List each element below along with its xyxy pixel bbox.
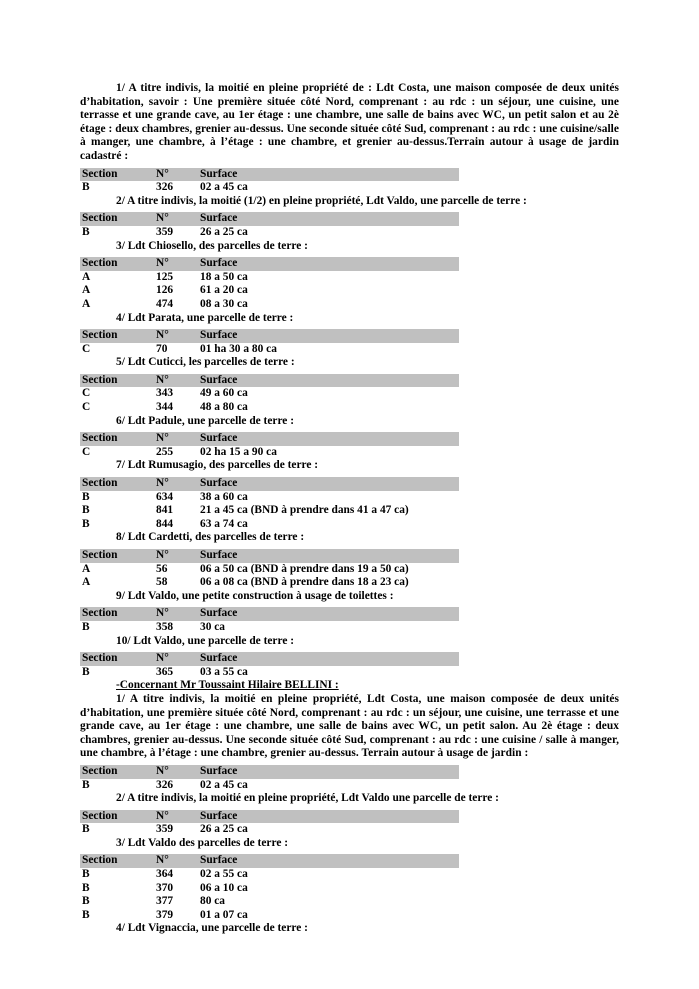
- table-row: [80, 823, 459, 837]
- column-header-surface: Surface: [200, 477, 238, 490]
- cell-surface: 48 a 80 ca: [200, 401, 248, 414]
- cell-number: 326: [156, 778, 174, 791]
- cell-number: 343: [156, 387, 174, 400]
- cell-number: 255: [156, 445, 174, 458]
- cell-surface: 61 a 20 ca: [200, 284, 248, 297]
- table-header-row: [80, 168, 459, 182]
- cell-surface: 80 ca: [200, 895, 225, 908]
- cell-section: B: [82, 868, 90, 881]
- cell-section: B: [82, 908, 90, 921]
- column-header-section: Section: [82, 809, 118, 822]
- column-header-surface: Surface: [200, 167, 238, 180]
- table-row: [80, 779, 459, 793]
- cell-surface: 01 a 07 ca: [200, 908, 248, 921]
- cell-surface: 49 a 60 ca: [200, 387, 248, 400]
- cell-section: A: [82, 562, 91, 575]
- table-header-row: [80, 765, 459, 779]
- column-header-section: Section: [82, 854, 118, 867]
- cell-section: A: [82, 576, 91, 589]
- column-header-number: N°: [156, 432, 169, 445]
- document-body: [80, 82, 619, 936]
- cell-surface: 08 a 30 ca: [200, 297, 248, 310]
- column-header-section: Section: [82, 212, 118, 225]
- cell-surface: 02 a 45 ca: [200, 778, 248, 791]
- column-header-section: Section: [82, 257, 118, 270]
- cell-number: 358: [156, 620, 174, 633]
- cell-number: 125: [156, 270, 174, 283]
- cell-surface: 03 a 55 ca: [200, 665, 248, 678]
- section-heading-text: -Concernant Mr Toussaint Hilaire BELLINI :: [116, 679, 339, 692]
- table-row: [80, 563, 459, 577]
- cadastral-table-table-2: [80, 212, 459, 239]
- cell-number: 359: [156, 225, 174, 238]
- column-header-surface: Surface: [200, 854, 238, 867]
- table-row: [80, 504, 459, 518]
- table-row: [80, 491, 459, 505]
- column-header-section: Section: [82, 373, 118, 386]
- cell-number: 326: [156, 181, 174, 194]
- column-header-number: N°: [156, 854, 169, 867]
- cell-surface: 06 a 10 ca: [200, 881, 248, 894]
- table-header-row: [80, 212, 459, 226]
- cell-number: 634: [156, 490, 174, 503]
- column-header-surface: Surface: [200, 764, 238, 777]
- table-row: [80, 895, 459, 909]
- column-header-number: N°: [156, 809, 169, 822]
- cadastral-table-table-7: [80, 477, 459, 531]
- cadastral-table-table-6: [80, 432, 459, 459]
- cell-section: B: [82, 881, 90, 894]
- table-row: [80, 298, 459, 312]
- cell-surface: 02 ha 15 a 90 ca: [200, 445, 277, 458]
- column-header-surface: Surface: [200, 373, 238, 386]
- cell-surface: 02 a 55 ca: [200, 868, 248, 881]
- column-header-number: N°: [156, 477, 169, 490]
- cell-section: B: [82, 504, 90, 517]
- item-heading-h-9: 9/ Ldt Valdo, une petite construction à usage de toilettes :: [116, 589, 394, 602]
- cell-surface: 01 ha 30 a 80 ca: [200, 342, 277, 355]
- table-row: [80, 446, 459, 460]
- cell-number: 364: [156, 868, 174, 881]
- table-row: [80, 343, 459, 357]
- cadastral-table-table-3: [80, 257, 459, 311]
- column-header-number: N°: [156, 257, 169, 270]
- cell-number: 370: [156, 881, 174, 894]
- cell-surface: 06 a 08 ca (BND à prendre dans 18 a 23 ca): [200, 576, 409, 589]
- table-header-row: [80, 810, 459, 824]
- item-heading-h-8: 8/ Ldt Cardetti, des parcelles de terre :: [116, 531, 305, 544]
- item-heading-h-10: 10/ Ldt Valdo, une parcelle de terre :: [116, 634, 295, 647]
- paragraph-p1-intro: 1/ A titre indivis, la moitié en pleine propriété de : Ldt Costa, une maison composée de deux unités d’habitation, savoir : Une première située côté Nord, comprenant : au rdc : un séjour, une cuisine, une terrasse et une grande cave, au 1er étage : une chambre, une salle de bains avec WC, un petit salon et au 2è étage : deux chambres, grenier au-dessus. Une seconde située côté Sud, comprenant : au rdc : une cuisine/salle à manger, une chambre, à l’étage : une chambre, et grenier au-dessus.Terrain autour à usage de jardin cadastré :: [80, 82, 619, 162]
- cell-section: B: [82, 665, 90, 678]
- table-row: [80, 226, 459, 240]
- cell-section: A: [82, 297, 91, 310]
- cell-number: 474: [156, 297, 174, 310]
- table-header-row: [80, 549, 459, 563]
- table-row: [80, 576, 459, 590]
- column-header-number: N°: [156, 212, 169, 225]
- cadastral-table-table-b2: [80, 810, 459, 837]
- table-header-row: [80, 374, 459, 388]
- table-row: [80, 666, 459, 680]
- cell-number: 359: [156, 823, 174, 836]
- column-header-section: Section: [82, 607, 118, 620]
- cadastral-table-table-1: [80, 168, 459, 195]
- column-header-surface: Surface: [200, 257, 238, 270]
- cell-surface: 21 a 45 ca (BND à prendre dans 41 a 47 ca): [200, 504, 409, 517]
- column-header-surface: Surface: [200, 809, 238, 822]
- table-row: [80, 271, 459, 285]
- item-heading-h-b3: 3/ Ldt Valdo des parcelles de terre :: [116, 836, 289, 849]
- cell-number: 344: [156, 401, 174, 414]
- table-row: [80, 518, 459, 532]
- table-header-row: [80, 854, 459, 868]
- cell-section: C: [82, 387, 91, 400]
- column-header-surface: Surface: [200, 549, 238, 561]
- table-header-row: [80, 432, 459, 446]
- column-header-surface: Surface: [200, 607, 238, 620]
- cell-number: 70: [156, 342, 168, 355]
- cell-section: C: [82, 342, 91, 355]
- cell-surface: 63 a 74 ca: [200, 517, 248, 530]
- cadastral-table-table-5: [80, 374, 459, 415]
- table-header-row: [80, 652, 459, 666]
- column-header-section: Section: [82, 652, 118, 665]
- table-header-row: [80, 329, 459, 343]
- table-row: [80, 868, 459, 882]
- table-header-row: [80, 477, 459, 491]
- item-heading-h-b4: 4/ Ldt Vignaccia, une parcelle de terre :: [116, 922, 308, 935]
- cell-section: C: [82, 445, 91, 458]
- column-header-section: Section: [82, 477, 118, 490]
- cell-section: A: [82, 284, 91, 297]
- cell-surface: 38 a 60 ca: [200, 490, 248, 503]
- cell-section: B: [82, 895, 90, 908]
- item-heading-h-2: 2/ A titre indivis, la moitié (1/2) en pleine propriété, Ldt Valdo, une parcelle de terre :: [116, 194, 527, 207]
- column-header-section: Section: [82, 432, 118, 445]
- cell-number: 379: [156, 908, 174, 921]
- cell-number: 841: [156, 504, 174, 517]
- column-header-number: N°: [156, 764, 169, 777]
- cadastral-table-table-9: [80, 607, 459, 634]
- table-row: [80, 621, 459, 635]
- column-header-section: Section: [82, 764, 118, 777]
- cell-number: 126: [156, 284, 174, 297]
- cell-number: 58: [156, 576, 168, 589]
- column-header-number: N°: [156, 549, 169, 561]
- cell-surface: 26 a 25 ca: [200, 225, 248, 238]
- cell-surface: 06 a 50 ca (BND à prendre dans 19 a 50 ca): [200, 562, 409, 575]
- cadastral-table-table-b1: [80, 765, 459, 792]
- cell-section: A: [82, 270, 91, 283]
- column-header-section: Section: [82, 549, 118, 561]
- cell-section: B: [82, 225, 90, 238]
- cell-section: B: [82, 823, 90, 836]
- cell-surface: 18 a 50 ca: [200, 270, 248, 283]
- column-header-number: N°: [156, 652, 169, 665]
- item-heading-h-3: 3/ Ldt Chiosello, des parcelles de terre :: [116, 239, 308, 252]
- column-header-surface: Surface: [200, 212, 238, 225]
- table-row: [80, 387, 459, 401]
- table-row: [80, 882, 459, 896]
- column-header-section: Section: [82, 329, 118, 342]
- cell-surface: 30 ca: [200, 620, 225, 633]
- cadastral-table-table-b3: [80, 854, 459, 922]
- column-header-surface: Surface: [200, 329, 238, 342]
- table-header-row: [80, 607, 459, 621]
- item-heading-h-4: 4/ Ldt Parata, une parcelle de terre :: [116, 311, 294, 324]
- item-heading-h-7: 7/ Ldt Rumusagio, des parcelles de terre :: [116, 459, 319, 472]
- cell-section: B: [82, 181, 90, 194]
- table-header-row: [80, 257, 459, 271]
- cell-section: C: [82, 401, 91, 414]
- cadastral-table-table-10: [80, 652, 459, 679]
- item-heading-h-5: 5/ Ldt Cuticci, les parcelles de terre :: [116, 356, 295, 369]
- cell-section: B: [82, 620, 90, 633]
- column-header-number: N°: [156, 607, 169, 620]
- table-row: [80, 401, 459, 415]
- item-heading-h-b2: 2/ A titre indivis, la moitié en pleine propriété, Ldt Valdo une parcelle de terre :: [116, 792, 499, 805]
- cell-number: 844: [156, 517, 174, 530]
- section-heading-h-bellini: [80, 679, 619, 693]
- column-header-surface: Surface: [200, 432, 238, 445]
- cell-surface: 26 a 25 ca: [200, 823, 248, 836]
- column-header-surface: Surface: [200, 652, 238, 665]
- paragraph-p2-intro: 1/ A titre indivis, la moitié en pleine propriété, Ldt Costa, une maison composée de deux unités d’habitation, une première située côté Nord, comprenant : au rdc : un séjour, une cuisine, une terrasse et une grande cave, au 1er étage : une chambre, une salle de bains avec WC, un petit salon. Au 2è étage : deux chambres, grenier au-dessus. Une seconde située côté Sud, comprenant : au rdc : une cuisine / salle à manger, une chambre, à l’étage : une chambre, grenier au-dessus. Terrain autour à usage de jardin :: [80, 692, 619, 760]
- table-row: [80, 181, 459, 195]
- column-header-section: Section: [82, 167, 118, 180]
- cell-surface: 02 a 45 ca: [200, 181, 248, 194]
- table-row: [80, 909, 459, 923]
- column-header-number: N°: [156, 373, 169, 386]
- cell-number: 56: [156, 562, 168, 575]
- cell-section: B: [82, 517, 90, 530]
- item-heading-h-6: 6/ Ldt Padule, une parcelle de terre :: [116, 414, 295, 427]
- cadastral-table-table-4: [80, 329, 459, 356]
- cadastral-table-table-8: [80, 549, 459, 590]
- cell-section: B: [82, 490, 90, 503]
- cell-number: 365: [156, 665, 174, 678]
- column-header-number: N°: [156, 167, 169, 180]
- table-row: [80, 284, 459, 298]
- cell-number: 377: [156, 895, 174, 908]
- column-header-number: N°: [156, 329, 169, 342]
- cell-section: B: [82, 778, 90, 791]
